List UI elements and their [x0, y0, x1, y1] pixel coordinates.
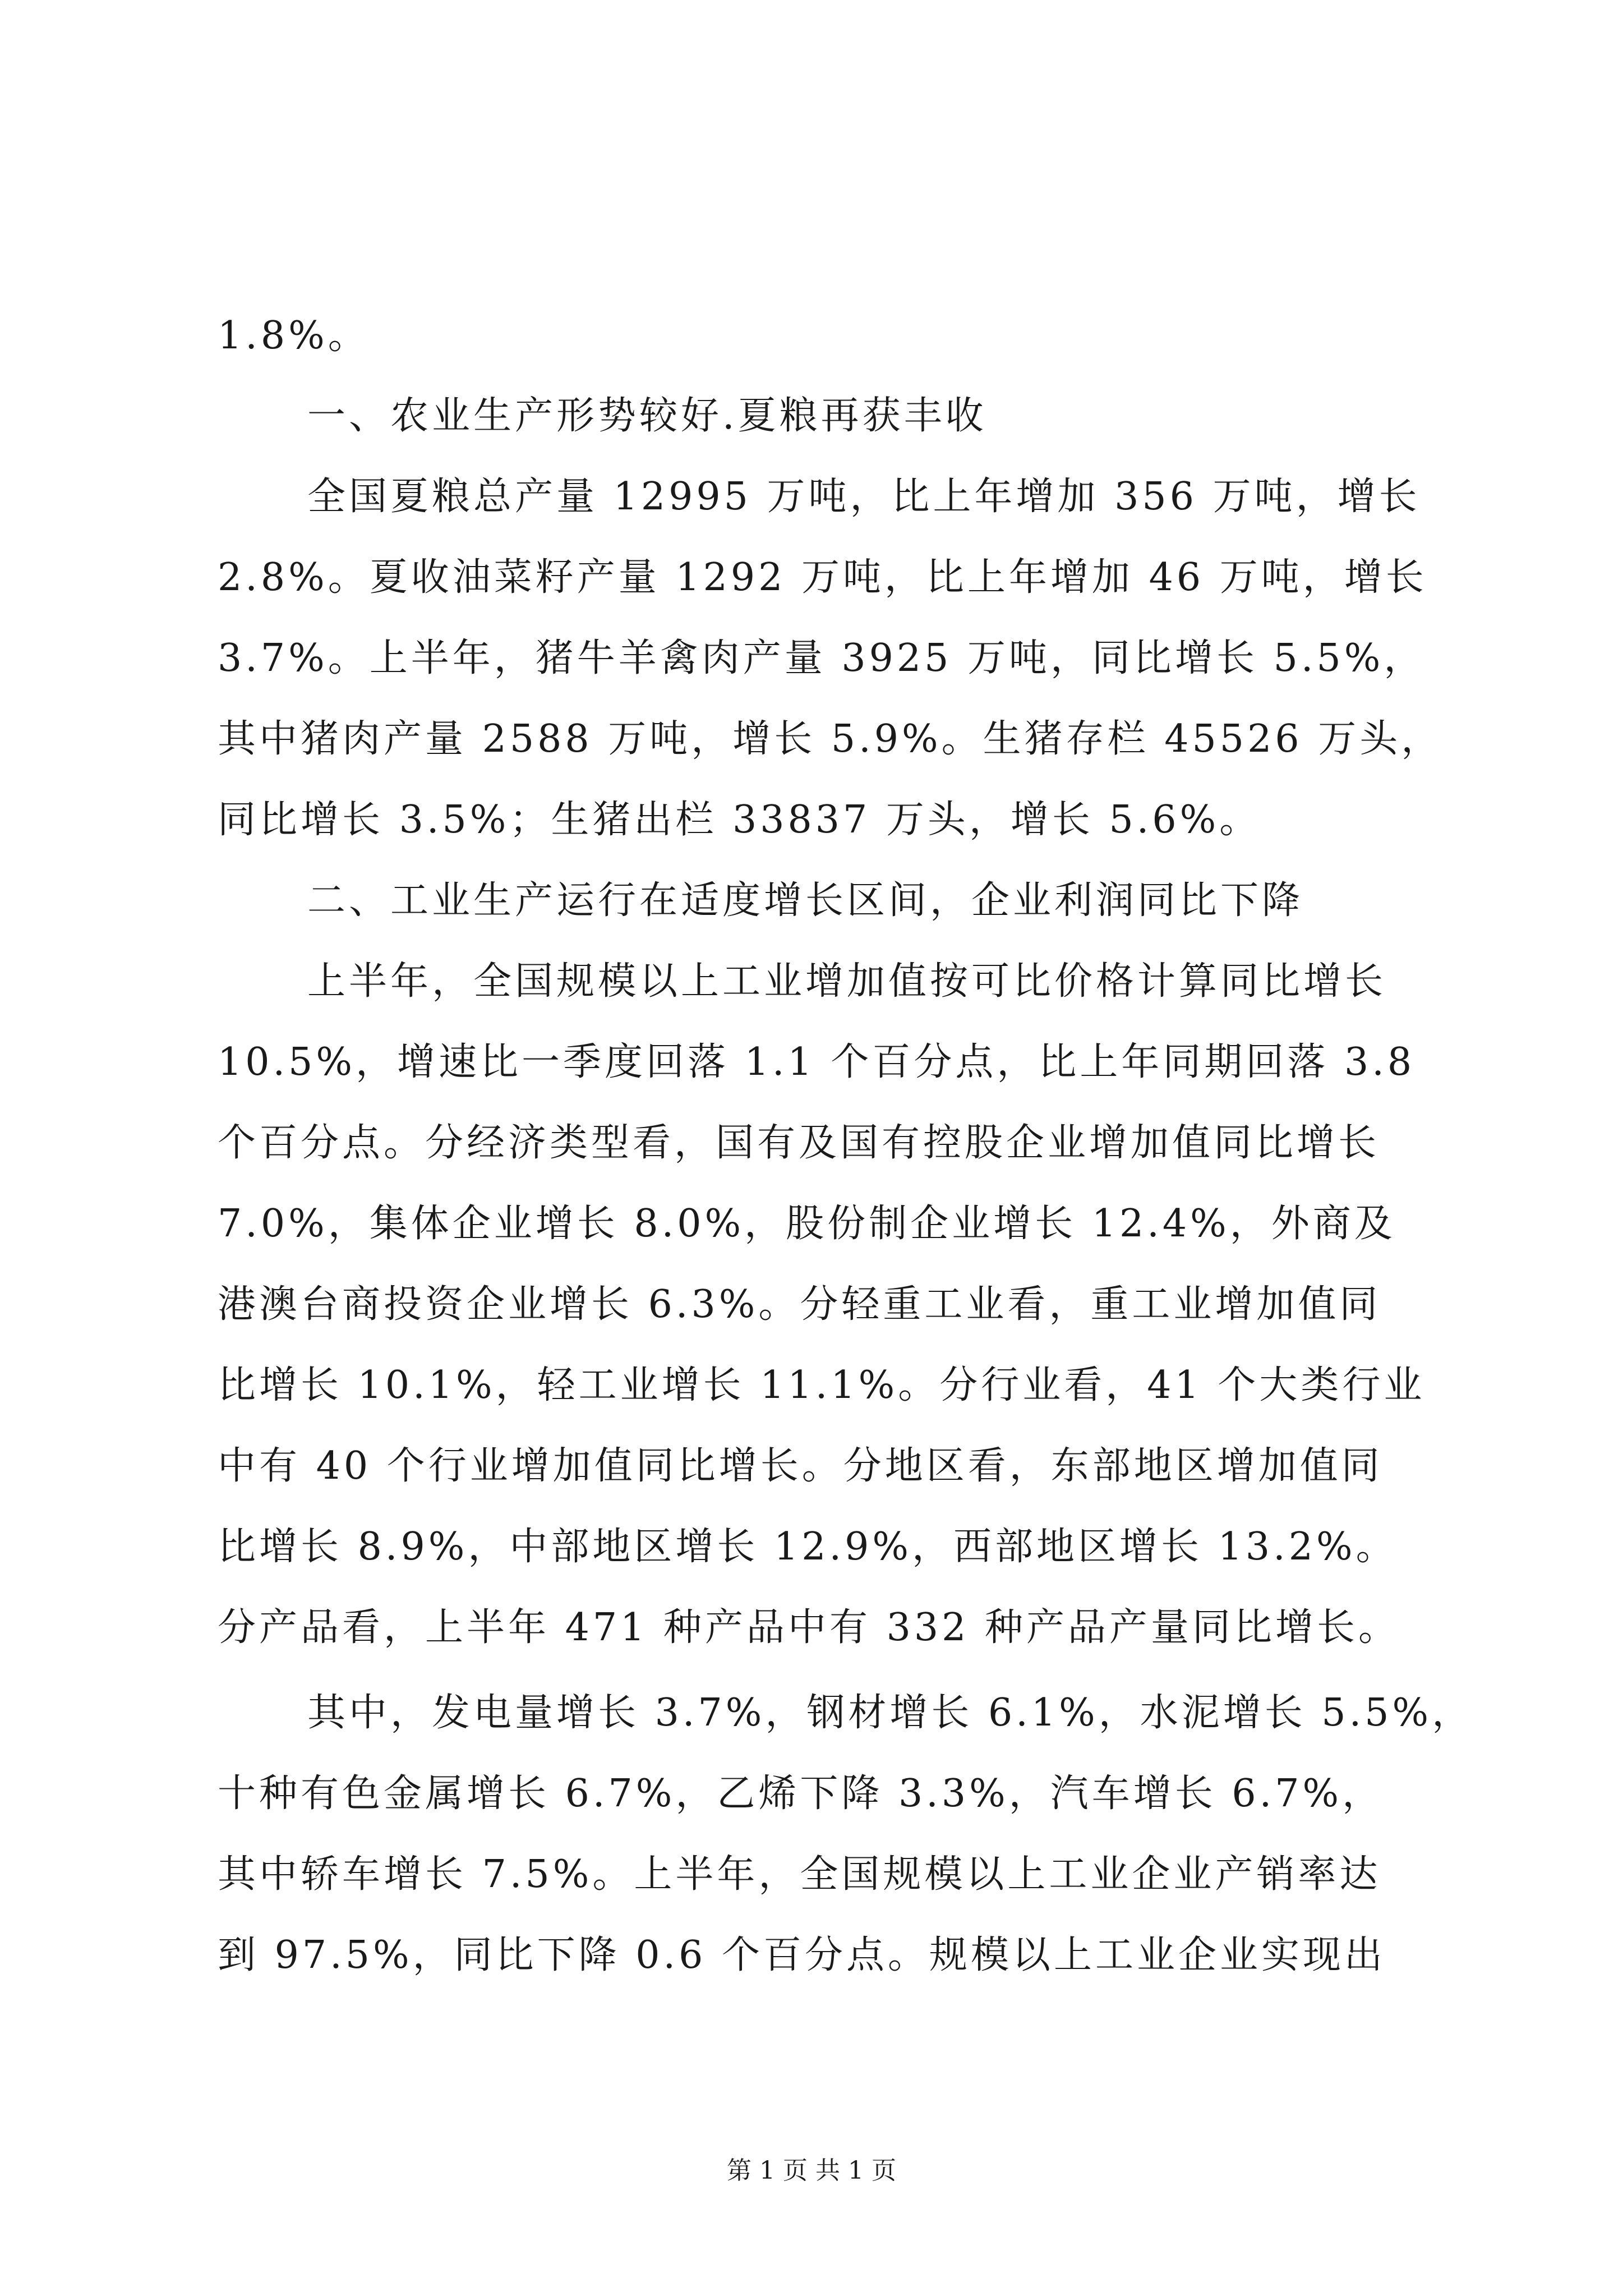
- paragraph-line: 个百分点。分经济类型看，国有及国有控股企业增加值同比增长: [218, 1121, 1380, 1165]
- paragraph-line: 港澳台商投资企业增长 6.3%。分轻重工业看，重工业增加值同: [218, 1282, 1381, 1327]
- paragraph-line: 3.7%。上半年，猪牛羊禽肉产量 3925 万吨，同比增长 5.5%，: [218, 636, 1426, 680]
- paragraph-line: 上半年，全国规模以上工业增加值按可比价格计算同比增长: [307, 959, 1387, 1004]
- paragraph-line: 到 97.5%，同比下降 0.6 个百分点。规模以上工业企业实现出: [218, 1933, 1386, 1977]
- paragraph-line: 其中轿车增长 7.5%。上半年，全国规模以上工业企业产销率达: [218, 1852, 1381, 1897]
- paragraph-line: 分产品看，上半年 471 种产品中有 332 种产品产量同比增长。: [218, 1605, 1400, 1650]
- paragraph-line: 其中猪肉产量 2588 万吨，增长 5.9%。生猪存栏 45526 万头，: [218, 717, 1443, 761]
- paragraph-line: 比增长 10.1%，轻工业增长 11.1%。分行业看，41 个大类行业: [218, 1363, 1426, 1407]
- paragraph-line: 7.0%，集体企业增长 8.0%，股份制企业增长 12.4%，外商及: [218, 1202, 1396, 1246]
- paragraph-line: 十种有色金属增长 6.7%，乙烯下降 3.3%，汽车增长 6.7%，: [218, 1772, 1384, 1816]
- paragraph-line: 中有 40 个行业增加值同比增长。分地区看，东部地区增加值同: [218, 1444, 1383, 1488]
- paragraph-line: 全国夏粮总产量 12995 万吨，比上年增加 356 万吨，增长: [307, 475, 1421, 519]
- section-heading-industry: 二、工业生产运行在适度增长区间，企业利润同比下降: [307, 878, 1304, 923]
- paragraph-line: 1.8%。: [218, 314, 370, 358]
- paragraph-line: 10.5%，增速比一季度回落 1.1 个百分点，比上年同期回落 3.8: [218, 1040, 1415, 1084]
- section-heading-agriculture: 一、农业生产形势较好.夏粮再获丰收: [307, 394, 987, 438]
- paragraph-line: 2.8%。夏收油菜籽产量 1292 万吨，比上年增加 46 万吨，增长: [218, 555, 1427, 600]
- page-footer: 第 1 页 共 1 页: [727, 2156, 896, 2185]
- paragraph-line: 比增长 8.9%，中部地区增长 12.9%，西部地区增长 13.2%。: [218, 1525, 1398, 1569]
- paragraph-line: 其中，发电量增长 3.7%，钢材增长 6.1%，水泥增长 5.5%，: [307, 1691, 1474, 1735]
- paragraph-line: 同比增长 3.5%；生猪出栏 33837 万头，增长 5.6%。: [218, 798, 1261, 842]
